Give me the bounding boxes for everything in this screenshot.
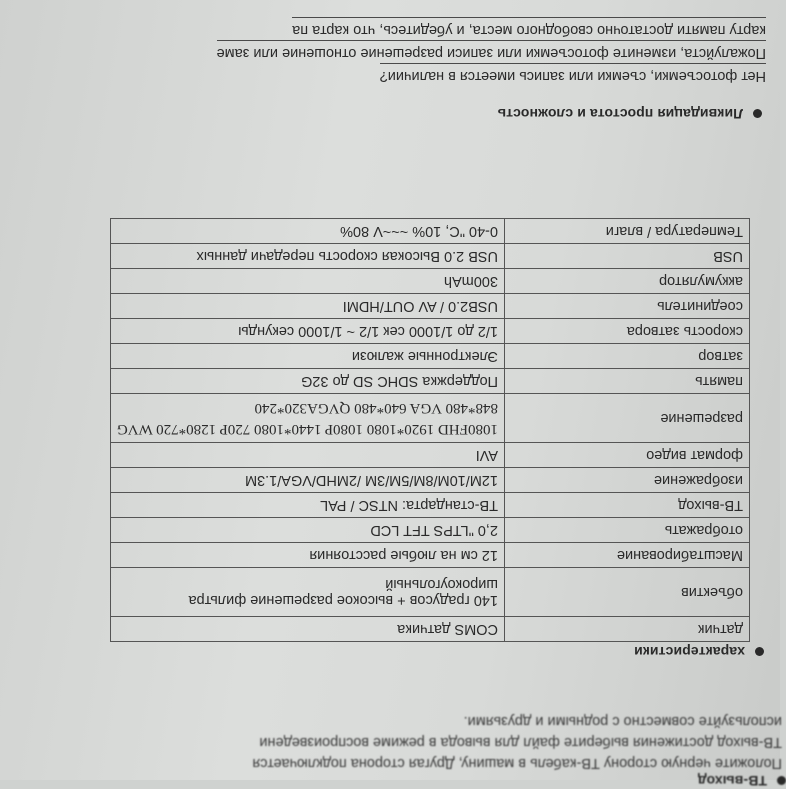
table-row bbox=[110, 269, 749, 294]
spec-value: 0-40 "C, 10% ~~~V 80% bbox=[110, 219, 504, 244]
troubleshooting-heading bbox=[497, 106, 762, 122]
troubleshooting-answer-line-1: Пожалуйста, измените фотосъемки или записи разрешение отношение или заме bbox=[217, 40, 766, 63]
table-row bbox=[110, 394, 749, 443]
table-row bbox=[110, 244, 749, 269]
spec-value-line: 1080FHD 1920*1080 1080P 1440*1080 720P 1280*720 WVG bbox=[116, 421, 498, 437]
tv-out-heading-text: ТВ-выход bbox=[697, 773, 767, 789]
table-row bbox=[110, 294, 749, 319]
specs-heading-text: характеристики bbox=[634, 644, 745, 660]
spec-value: USB 2.0 Высокая скорость передачи данных bbox=[110, 244, 504, 269]
spec-key: разрешение bbox=[505, 394, 750, 443]
troubleshooting-answer-line-2: карту памяти достаточно свободного места, и убедитесь, что карта па bbox=[292, 17, 766, 40]
spec-value-line: широкоугольный bbox=[385, 576, 498, 592]
table-row bbox=[110, 493, 749, 518]
tv-out-line-1: Положите черную сторону ТВ-кабель в машину, Другая сторона подключается bbox=[252, 755, 782, 771]
spec-key: формат видео bbox=[505, 443, 750, 468]
spec-key: аккумулятор bbox=[505, 269, 750, 294]
spec-key: Масштабирование bbox=[505, 543, 750, 568]
spec-key: соединитель bbox=[505, 294, 750, 319]
spec-key: USB bbox=[505, 244, 750, 269]
tv-out-line-3: используйте совместно с родными и друзьями. bbox=[463, 713, 782, 729]
spec-key: ТВ-выход bbox=[505, 493, 750, 518]
table-row bbox=[110, 518, 749, 543]
spec-value: Поддержка SDHC SD до 32G bbox=[110, 369, 504, 394]
spec-value bbox=[110, 394, 504, 443]
table-row bbox=[110, 468, 749, 493]
bullet-icon bbox=[777, 777, 786, 786]
spec-value: 300mAh bbox=[110, 269, 504, 294]
tv-out-heading bbox=[698, 773, 786, 789]
table-row bbox=[110, 369, 749, 394]
spec-key: изображение bbox=[505, 468, 750, 493]
spec-value: 1/2 до 1/1000 сек 1/2 ~ 1/1000 секунды bbox=[110, 319, 504, 344]
table-row bbox=[110, 617, 749, 642]
table-row bbox=[110, 219, 749, 244]
spec-value: 2,0 "LTPS TFT LCD bbox=[110, 518, 504, 543]
spec-value: USB2.0 / AV OUT/HDMI bbox=[110, 294, 504, 319]
spec-key: память bbox=[505, 369, 750, 394]
troubleshooting-heading-text: Ликвидация простота и сложность bbox=[497, 106, 743, 122]
table-row bbox=[110, 543, 749, 568]
table-row bbox=[110, 319, 749, 344]
specs-table bbox=[110, 218, 750, 642]
spec-value: ТВ-стандарта: NTSC / PAL bbox=[110, 493, 504, 518]
spec-key: датчик bbox=[505, 617, 750, 642]
spec-value: 12M/10M/8M/5M/3M /2MHD/VGA/1.3M bbox=[110, 468, 504, 493]
spec-value bbox=[110, 568, 504, 617]
spec-key: скорость затвора bbox=[505, 319, 750, 344]
spec-key: Температура / влаги bbox=[505, 219, 750, 244]
tv-out-paragraph bbox=[252, 710, 782, 773]
spec-value-line: 848*480 VGA 640*480 QVGA320*240 bbox=[254, 400, 498, 416]
bullet-icon bbox=[755, 648, 764, 657]
troubleshooting-question: Нет фотосъемки, съемки или запись имеется в наличии? bbox=[380, 63, 766, 86]
table-row bbox=[110, 568, 749, 617]
spec-value: 12 см на любые расстояния bbox=[110, 543, 504, 568]
spec-value: COMS датчика bbox=[110, 617, 504, 642]
spec-value-line: 140 градусов + высокое разрешение фильтра bbox=[188, 592, 498, 608]
tv-out-line-2: ТВ-выход достижения выберите файл для вывода в режиме воспроизведени bbox=[259, 734, 782, 750]
table-row bbox=[110, 443, 749, 468]
spec-key: отображать bbox=[505, 518, 750, 543]
specs-heading bbox=[634, 644, 764, 660]
spec-key: затвор bbox=[505, 344, 750, 369]
spec-key: объектив bbox=[505, 568, 750, 617]
bullet-icon bbox=[753, 110, 762, 119]
troubleshooting-qa bbox=[217, 17, 766, 86]
spec-value: Электронные жалюзи bbox=[110, 344, 504, 369]
spec-value: AVI bbox=[110, 443, 504, 468]
table-row bbox=[110, 344, 749, 369]
